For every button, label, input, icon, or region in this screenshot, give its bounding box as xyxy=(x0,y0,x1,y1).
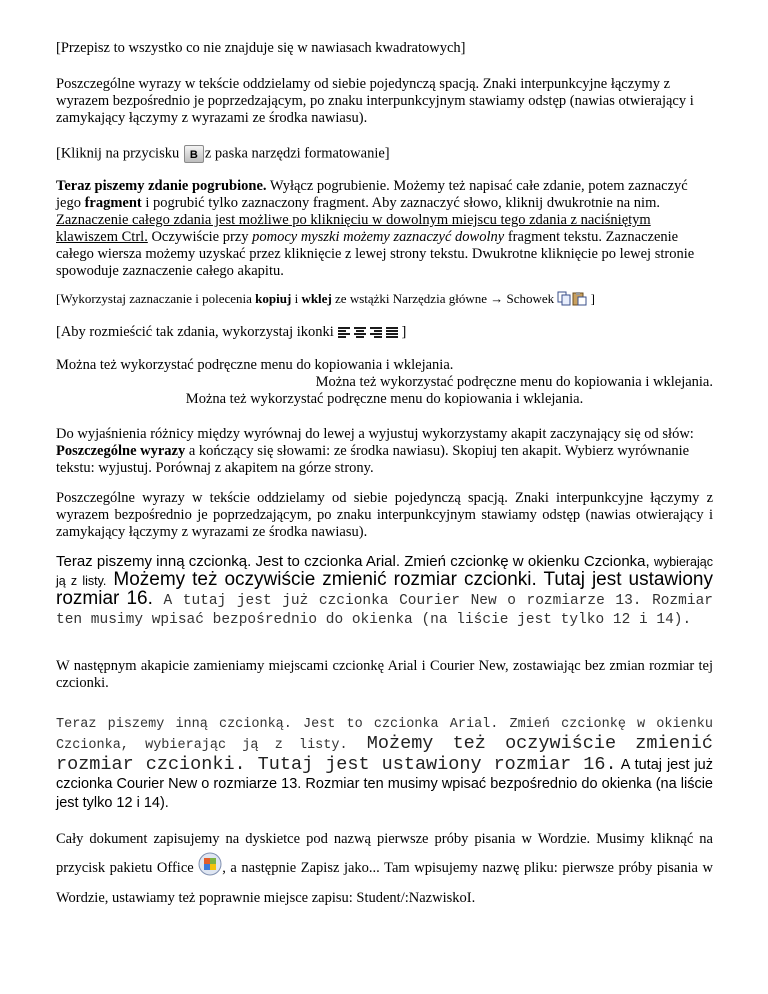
instruction-bold-button: [Kliknij na przycisku B z paska narzędzi formatowanie] xyxy=(56,145,390,162)
sentence-aligned-center: Można też wykorzystać podręczne menu do kopiowania i wklejania. xyxy=(185,391,584,407)
copy-icon xyxy=(557,291,572,310)
paragraph-swapped-fonts: Teraz piszemy inną czcionką. Jest to czcionka Arial. Zmień czcionkę w okienku Czcionka, wybierając ją z listy. Możemy też oczywiście zmienić rozmiar czcionki. Tutaj jest ustawiony rozmiar 16. A tutaj jest już czcionka Courier New o rozmiarze 13. Rozmiar ten musimy wpisać bezpośrednio do okienka (na liście jest tylko 12 i 14). xyxy=(56,717,713,811)
bold-icon: B xyxy=(184,145,204,163)
paragraph-swap-fonts: W następnym akapicie zamieniamy miejscami czcionkę Arial i Courier New, zostawiając bez zmian rozmiar tej czcionki. xyxy=(56,658,713,691)
align-left-icon xyxy=(338,327,352,339)
paragraph-alignment-explanation: Do wyjaśnienia różnicy między wyrównaj do lewej a wyjustuj wykorzystamy akapit zaczynający się od słów: Poszczególne wyrazy a kończący się słowami: ze środka nawiasu). Skopiuj ten akapit. Wybierz wyrównanie tekstu: wyjustuj. Porównaj z akapitem na górze strony. xyxy=(56,426,694,476)
instruction-copy-paste: [Wykorzystaj zaznaczanie i polecenia kopiuj i wklej ze wstążki Narzędzia główne → Schowek ] xyxy=(56,290,713,310)
instruction-alignment: [Aby rozmieścić tak zdania, wykorzystaj ikonki ] xyxy=(56,324,407,340)
paragraph-bold-practice: Teraz piszemy zdanie pogrubione. Wyłącz pogrubienie. Możemy też napisać całe zdanie, potem zaznaczyć jego fragment i pogrubić tylko zaznaczony fragment. Aby zaznaczyć słowo, kliknij dwukrotnie na nim. Zaznaczenie całego zdania jest możliwe po kliknięciu w dowolnym miejscu tego zdania z naciśniętym klawiszem Ctrl. Oczywiście przy pomocy myszki możemy zaznaczyć dowolny fragment tekstu. Zaznaczenie całego wiersza możemy uzyskać przez kliknięcie z lewej strony tekstu. Dwukrotne kliknięcie po lewej stronie spowoduje zaznaczenie całego akapitu. xyxy=(56,178,695,279)
sentence-aligned-left: Można też wykorzystać podręczne menu do kopiowania i wklejania. xyxy=(56,357,454,373)
align-center-icon xyxy=(354,327,368,339)
paste-icon xyxy=(572,291,587,310)
align-right-icon xyxy=(370,327,384,339)
instruction-rewrite: [Przepisz to wszystko co nie znajduje się w nawiasach kwadratowych] xyxy=(56,40,466,56)
paragraph-save-document: Cały dokument zapisujemy na dyskietce pod nazwą pierwsze próby pisania w Wordzie. Musimy kliknąć na przycisk pakietu Office , a następnie Zapisz jako... Tam wpisujemy nazwę pliku: pierwsze próby pisania w Wordzie, ustawiamy też poprawnie miejsce zapisu: Student/:NazwiskoI. xyxy=(56,831,713,906)
paragraph-font-practice: Teraz piszemy inną czcionką. Jest to czcionka Arial. Zmień czcionkę w okienku Czcionka, wybierając ją z listy. Możemy też oczywiście zmienić rozmiar czcionki. Tutaj jest ustawiony rozmiar 16. A tutaj jest już czcionka Courier New o rozmiarze 13. Rozmiar ten musimy wpisać bezpośrednio do okienka (na liście jest tylko 12 i 14). xyxy=(56,553,713,628)
office-button-icon xyxy=(198,852,222,885)
justify-icon xyxy=(386,327,400,339)
sentence-aligned-right: Można też wykorzystać podręczne menu do kopiowania i wklejania. xyxy=(315,374,713,390)
paragraph-justified: Poszczególne wyrazy w tekście oddzielamy od siebie pojedynczą spacją. Znaki interpunkcyjne łączymy z wyrazem bezpośrednio je poprzedzającym, po znaku interpunkcyjnym stawiamy odstęp (nawias otwierający i zamykający łączymy z wyrazami ze środka nawiasu). xyxy=(56,490,713,540)
paragraph-spacing-rules: Poszczególne wyrazy w tekście oddzielamy od siebie pojedynczą spacją. Znaki interpunkcyjne łączymy z wyrazem bezpośrednio je poprzedzającym, po znaku interpunkcyjnym stawiamy odstęp (nawias otwierający i zamykający łączymy z wyrazami ze środka nawiasu). xyxy=(56,76,694,126)
